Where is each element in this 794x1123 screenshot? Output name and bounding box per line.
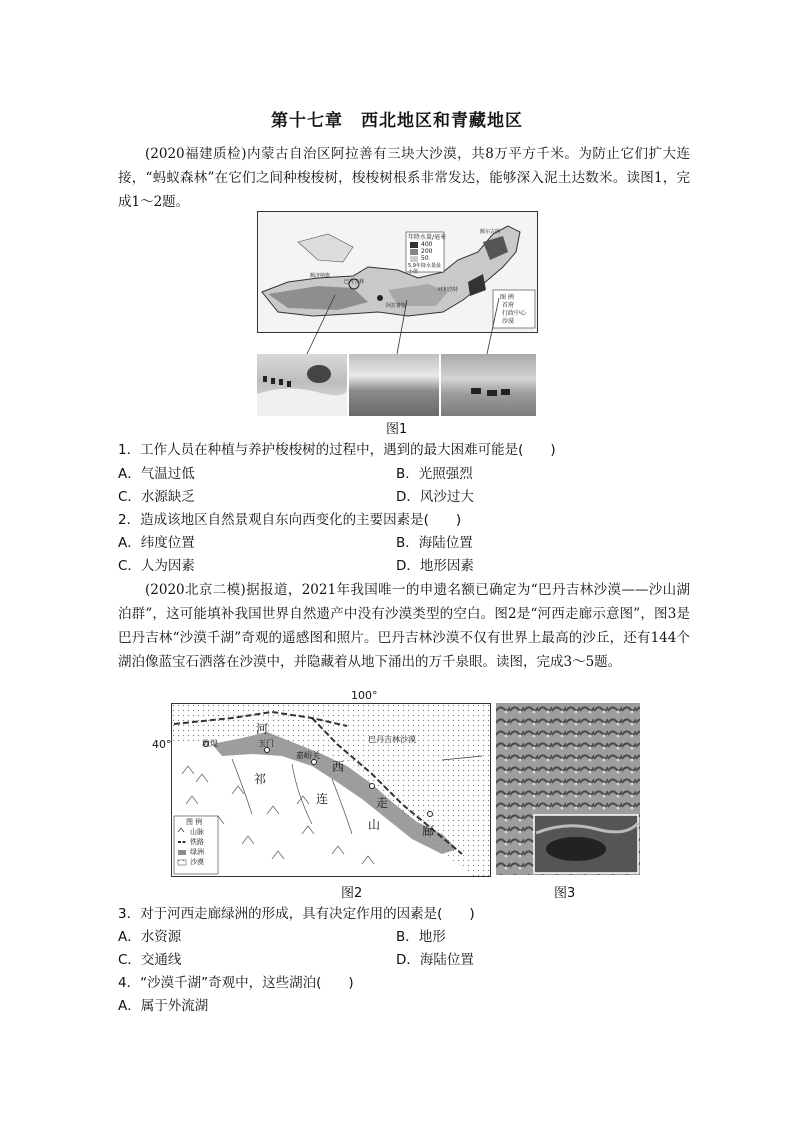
figure-3-caption: 图3	[554, 886, 576, 901]
legend-precip-50: 50	[421, 255, 429, 262]
q2-option-a[interactable]: A．纬度位置	[118, 535, 195, 551]
legend-precip-400: 400	[421, 241, 433, 248]
camel-caravan-icon	[257, 354, 347, 416]
figure-1-caption: 图1	[386, 422, 408, 437]
steppe-horses-photo	[441, 354, 536, 416]
fig2-legend-desert: 沙漠	[190, 858, 204, 866]
label-shan: 山	[368, 818, 381, 832]
q3-option-c[interactable]: C．交通线	[118, 952, 182, 968]
figure-3-remote-sensing-image	[496, 703, 640, 875]
label-badain-jaran-desert: 巴丹吉林沙漠	[368, 735, 416, 744]
legend-precip-title: 年降水量/毫米	[408, 234, 447, 241]
longitude-label: 100°	[351, 689, 378, 702]
grassland-photo	[349, 354, 439, 416]
label-jiayuguan: 嘉峪关	[296, 751, 320, 760]
fig1-legend-item-3: 沙漠	[502, 318, 515, 325]
map-label-4: 呼和浩特	[438, 287, 459, 293]
label-lang: 廊	[422, 824, 435, 838]
q1-option-b[interactable]: B．光照强烈	[396, 466, 473, 482]
map-label-3: 阿拉善盟	[386, 303, 407, 309]
question-2-stem: 2．造成该地区自然景观自东向西变化的主要因素是( )	[118, 512, 462, 528]
q1-option-d[interactable]: D．风沙过大	[396, 489, 474, 505]
q2-option-b[interactable]: B．海陆位置	[396, 535, 473, 551]
intro-paragraph-1: (2020福建质检)内蒙古自治区阿拉善有三块大沙漠，共8万平方千米。为防止它们扩大连接，“蚂蚁森林”在它们之间种梭梭树，梭梭树根系非常发达，能够深入泥土达数米。读图1，完成1～2题。	[118, 146, 690, 210]
figure-2-map	[171, 703, 491, 877]
q2-option-c[interactable]: C．人为因素	[118, 558, 195, 574]
dune-texture	[496, 703, 640, 875]
figure-2-caption: 图2	[341, 886, 363, 901]
horses-icon	[441, 354, 536, 416]
q4-option-a[interactable]: A．属于外流湖	[118, 998, 209, 1014]
intro-paragraph-2: (2020北京二模)据报道，2021年我国唯一的申遗名额已确定为“巴丹吉林沙漠——沙山湖泊群”，这可能填补我国世界自然遗产中没有沙漠类型的空白。图2是“河西走廊示意图”，图3是巴丹吉林“沙漠千湖”奇观的遥感图和照片。巴丹吉林沙漠不仅有世界上最高的沙丘，还有144个湖泊像蓝宝石洒落在沙漠中，并隐藏着从地下涌出的万千泉眼。读图，完成3～5题。	[118, 582, 690, 670]
question-4-stem: 4．“沙漠千湖”奇观中，这些湖泊( )	[118, 975, 354, 991]
map-label-5: 额尔古纳	[480, 229, 501, 235]
fig1-legend-item-2: 行政中心	[502, 310, 527, 317]
label-lian: 连	[316, 792, 329, 806]
fig2-legend-oasis: 绿洲	[190, 848, 204, 856]
map-label-2: 巴丹吉林	[344, 279, 365, 285]
fig1-legend-title: 图 例	[500, 294, 514, 301]
latitude-label: 40°	[152, 738, 172, 751]
q2-option-d[interactable]: D．地形因素	[396, 558, 474, 574]
legend-precip-200: 200	[421, 248, 433, 255]
q1-option-c[interactable]: C．水源缺乏	[118, 489, 195, 505]
question-1-stem: 1．工作人员在种植与养护梭梭树的过程中，遇到的最大困难可能是( )	[118, 442, 556, 458]
label-qi: 祁	[254, 772, 267, 786]
q1-option-a[interactable]: A．气温过低	[118, 466, 195, 482]
label-he: 河	[256, 722, 269, 736]
desert-photo	[257, 354, 347, 416]
figure-1-leader-lines	[257, 290, 536, 356]
fig2-legend-mountain: 山脉	[190, 828, 204, 836]
q3-option-d[interactable]: D．海陆位置	[396, 952, 474, 968]
fig2-legend-title: 图 例	[186, 818, 203, 826]
q3-option-b[interactable]: B．地形	[396, 929, 446, 945]
hexi-corridor-map	[172, 704, 490, 876]
label-yumen: 玉门	[258, 739, 274, 748]
fig1-legend-item-1: 首府	[502, 302, 515, 309]
fig2-legend-railway: 铁路	[190, 838, 204, 846]
q3-option-a[interactable]: A．水资源	[118, 929, 182, 945]
legend-precip-note: 5.9年降水量最小值	[408, 263, 441, 275]
label-zou: 走	[376, 796, 389, 810]
label-xi: 西	[332, 760, 345, 774]
chapter-title: 第十七章 西北地区和青藏地区	[271, 111, 523, 131]
label-dunhuang: 敦煌	[202, 739, 218, 748]
question-3-stem: 3．对于河西走廊绿洲的形成，具有决定作用的因素是( )	[118, 906, 475, 922]
map-label-1: 额济纳旗	[310, 273, 331, 279]
